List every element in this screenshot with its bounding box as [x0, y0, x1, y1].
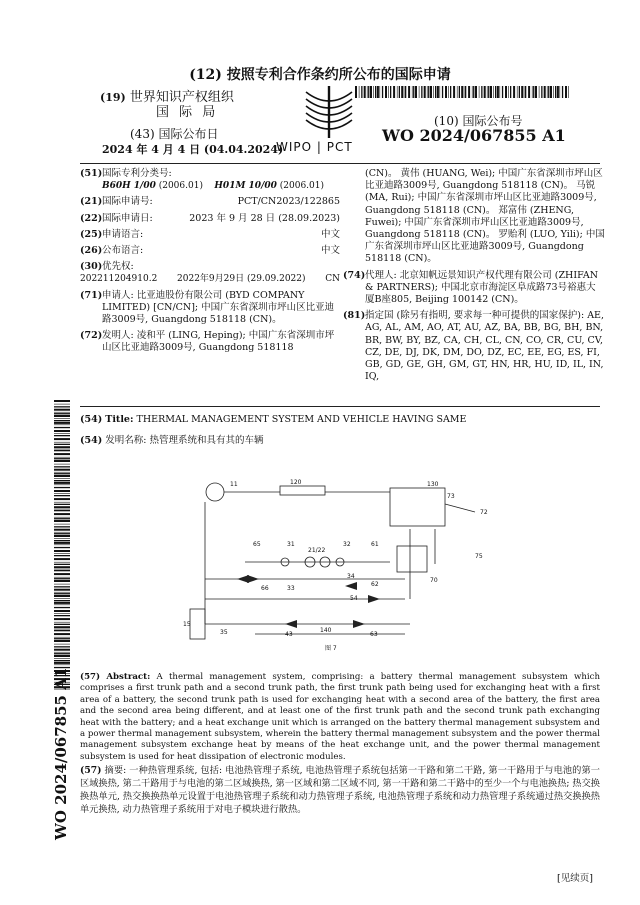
publication-number-label: (10) 国际公布号 [434, 114, 523, 128]
top-barcode [355, 86, 570, 98]
bibliographic-right [343, 168, 605, 387]
label-75: 75 [475, 553, 483, 560]
document-title: (12) 按照专利合作条约所公布的国际申请 [189, 67, 451, 83]
field-81: (81) 指定国 (除另有指明, 要求每一种可提供的国家保护): AE, AG, AL, AM, AO, AT, AU, AZ, BA, BB, BG, BH, BN, BR, BW, BY, BZ, CA, CH, CL, CN, CO, CR, CU, CV, CZ, DE, DJ, DK, DM, DO, DZ, EC, EE, EG, ES, FI, GB, GD, GE, GH, GM, GT, HN, HR, HU, ID, IL, IN, IQ, [343, 310, 605, 383]
field-21: (21)国际申请号: PCT/CN2023/122865 [80, 196, 340, 208]
side-barcode [54, 400, 70, 690]
label-32: 32 [343, 541, 351, 548]
wipo-pct-text: WIPO | PCT [276, 140, 353, 154]
label-15: 15 [183, 621, 191, 628]
abstract-english: (57) Abstract: A thermal management system, comprising: a battery thermal management subsystem which comprises a first trunk path and a second trunk path, the first trunk path being used for exchanging heat with a first area of a battery, the second trunk path is used for exchanging heat with a second area of the battery, the first area and the second area being different, and at least one of the first trunk path and the second trunk path exchanging heat with the battery; and a heat exchange unit which is arranged on the battery thermal management subsystem and a power thermal management subsystem, wherein the battery thermal management subsystem and the power thermal management subsystem exchange heat by means of the heat exchange unit, and the power thermal management subsystem is used for heat dissipation of electronic modules. [80, 672, 601, 762]
component-120 [280, 486, 325, 495]
abstract-chinese: (57) 摘要: 一种热管理系统, 包括: 电池热管理子系统, 电池热管理子系统包括第一干路和第二干路, 第一干路用于与电池的第一区域换热, 第二干路用于与电池的第二区域换热, 第一区域和第二区域不同, 第一干路和第二干路中的至少一个与电池换热; 热交换换热单元, 热交换换热单元设置于电池热管理子系统和动力热管理子系统, 电池热管理子系统和动力热管理子系统通过热交换换热单元换热, 动力热管理子系统用于对电子模块进行散热。 [80, 765, 600, 815]
label-35: 35 [220, 629, 228, 636]
label-120: 120 [290, 479, 302, 486]
field-72: (72) 发明人: 凌和平 (LING, Heping); 中国广东省深圳市坪山区比亚迪路3009号, Guangdong 518118 [80, 330, 335, 354]
continued-note: [见续页] [557, 873, 593, 884]
title-english: (54) Title: THERMAL MANAGEMENT SYSTEM AND VEHICLE HAVING SAME [80, 414, 467, 425]
patent-drawing [175, 474, 505, 654]
label-11: 11 [230, 481, 238, 488]
label-72: 72 [480, 509, 488, 516]
component-15 [190, 609, 205, 639]
label-43: 43 [285, 631, 293, 638]
title-chinese: (54) 发明名称: 热管理系统和具有其的车辆 [80, 435, 264, 446]
pump-11 [206, 483, 224, 501]
label-62: 62 [371, 581, 379, 588]
label-66: 66 [261, 585, 269, 592]
org-name: 世界知识产权组织 [129, 90, 234, 105]
field-71: (71) 申请人: 比亚迪股份有限公司 (BYD COMPANY LIMITED) [CN/CN]; 中国广东省深圳市坪山区比亚迪路3009号, Guangdong 518118 (CN)。 [80, 289, 335, 326]
label-73: 73 [447, 493, 455, 500]
divider [80, 406, 600, 407]
label-63: 63 [370, 631, 378, 638]
field-74: (74) 代理人: 北京知帆远景知识产权代理有限公司 (ZHIFAN & PARTNERS); 中国北京市海淀区阜成路73号裕惠大厦B座805, Beijing 100142 (CN)。 [343, 269, 599, 306]
figure-caption: 图 7 [325, 645, 337, 652]
label-70: 70 [430, 577, 438, 584]
field-26: (26)公布语言: 中文 [80, 245, 340, 257]
label-21-22: 21/22 [308, 547, 326, 554]
label-65: 65 [253, 541, 261, 548]
label-31: 31 [287, 541, 295, 548]
field-72-continued: (CN)。 黄伟 (HUANG, Wei); 中国广东省深圳市坪山区比亚迪路3009号, Guangdong 518118 (CN)。 马锐 (MA, Rui); 中国广东省深圳市坪山区比亚迪路3009号, Guangdong 518118 (CN)。 郑富伟 (ZHENG, Fuwei); 中国广东省深圳市坪山区比亚迪路3009号, Guangdong 518118 (CN)。 罗贻利 (LUO, Yili); 中国广东省深圳市坪山区比亚迪路3009号, Guangdong 518118 (CN)。 [365, 168, 605, 265]
publication-date: 2024 年 4 月 4 日 (04.04.2024) [102, 143, 284, 156]
field-30: (30)优先权: 202211204910.2 2022年9月29日 (29.09.2022) CN [80, 261, 340, 285]
component-70 [397, 546, 427, 572]
bureau: 国 际 局 [156, 105, 219, 120]
label-61: 61 [371, 541, 379, 548]
label-140: 140 [320, 627, 332, 634]
field-25: (25)申请语言: 中文 [80, 228, 340, 240]
side-publication-number: WO 2024/067855 A1 [52, 667, 70, 840]
publication-date-label: (43) 国际公布日 [130, 127, 219, 141]
field-22: (22)国际申请日: 2023 年 9 月 28 日 (28.09.2023) [80, 212, 340, 224]
label-130: 130 [427, 481, 439, 488]
publication-number: WO 2024/067855 A1 [382, 126, 566, 145]
field-51: (51)国际专利分类号: B60H 1/00 (2006.01) H01M 10/00 (2006.01) [80, 168, 325, 192]
org-label: (19) [100, 91, 126, 104]
label-54: 54 [350, 595, 358, 602]
divider [80, 163, 600, 164]
label-33: 33 [287, 585, 295, 592]
bibliographic-left [80, 168, 340, 359]
component-130 [390, 488, 445, 526]
label-34: 34 [347, 573, 355, 580]
